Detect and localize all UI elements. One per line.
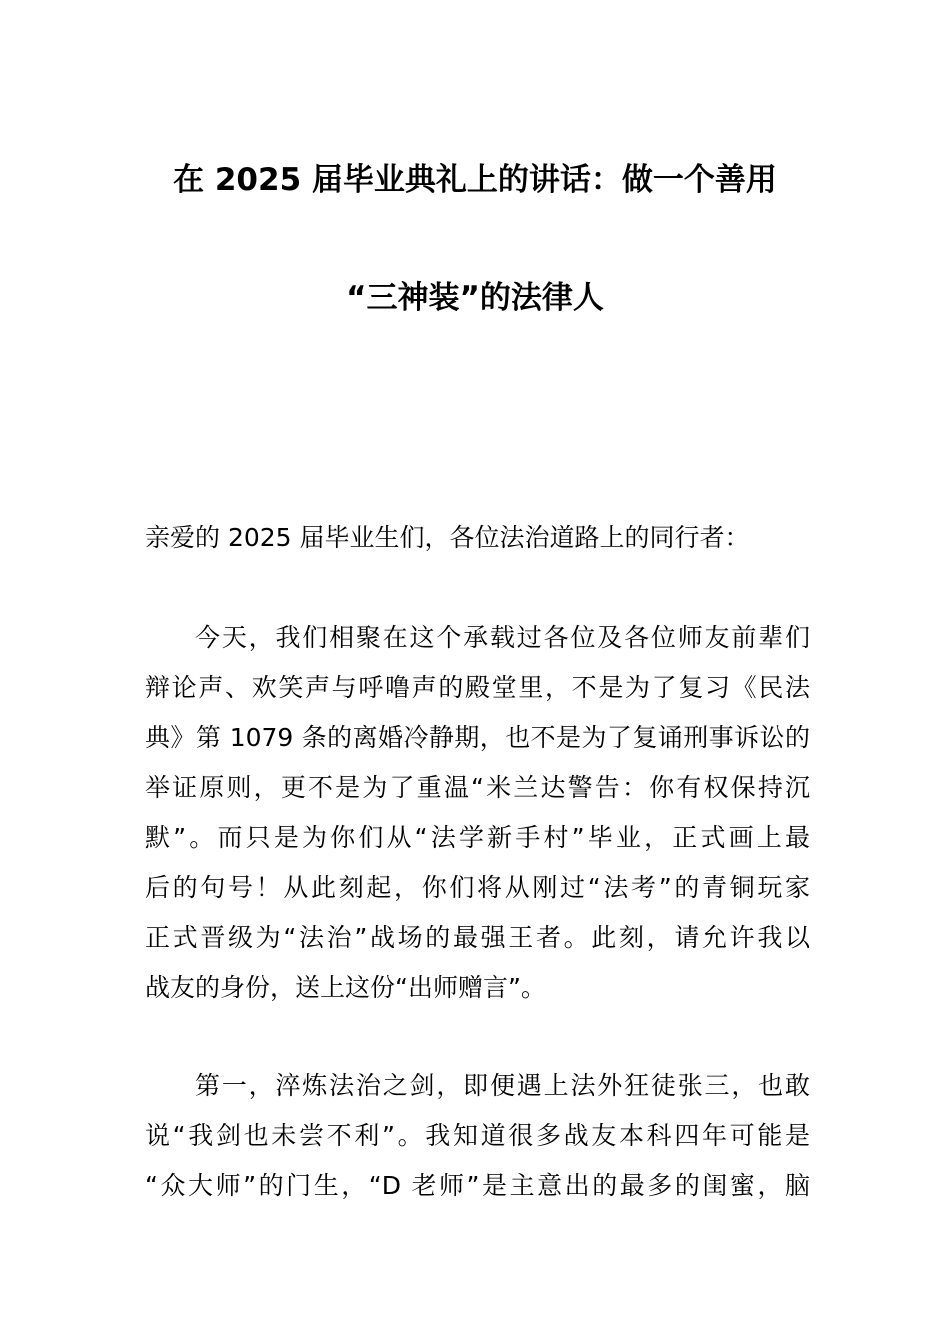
paragraph-line: 第一，淬炼法治之剑，即便遇上法外狂徒张三，也敢 (195, 1071, 810, 1100)
salutation: 亲爱的 2025 届毕业生们，各位法治道路上的同行者： (145, 523, 750, 552)
paragraph-1 (145, 613, 810, 1013)
paragraph-2 (145, 1061, 810, 1211)
paragraph-line: 战友的身份，送上这份“出师赠言”。 (145, 973, 546, 1002)
paragraph-line: 说“我剑也未尝不利”。我知道很多战友本科四年可能是 (145, 1121, 810, 1150)
paragraph-line: 举证原则，更不是为了重温“米兰达警告：你有权保持沉 (145, 773, 810, 802)
paragraph-line: 今天，我们相聚在这个承载过各位及各位师友前辈们 (195, 623, 810, 652)
document-title-line-1: 在 2025 届毕业典礼上的讲话：做一个善用 (173, 162, 777, 198)
paragraph-line: 典》第 1079 条的离婚冷静期，也不是为了复诵刑事诉讼的 (145, 723, 810, 752)
paragraph-line: 默”。而只是为你们从“法学新手村”毕业，正式画上最 (145, 823, 810, 852)
document-title-line-2: “三神装”的法律人 (346, 280, 604, 316)
paragraph-line: “众大师”的门生，“D 老师”是主意出的最多的闺蜜，脑 (145, 1171, 810, 1200)
paragraph-line: 后的句号！从此刻起，你们将从刚过“法考”的青铜玩家 (145, 873, 810, 902)
paragraph-line: 辩论声、欢笑声与呼噜声的殿堂里，不是为了复习《民法 (145, 673, 810, 702)
paragraph-line: 正式晋级为“法治”战场的最强王者。此刻，请允许我以 (145, 923, 810, 952)
